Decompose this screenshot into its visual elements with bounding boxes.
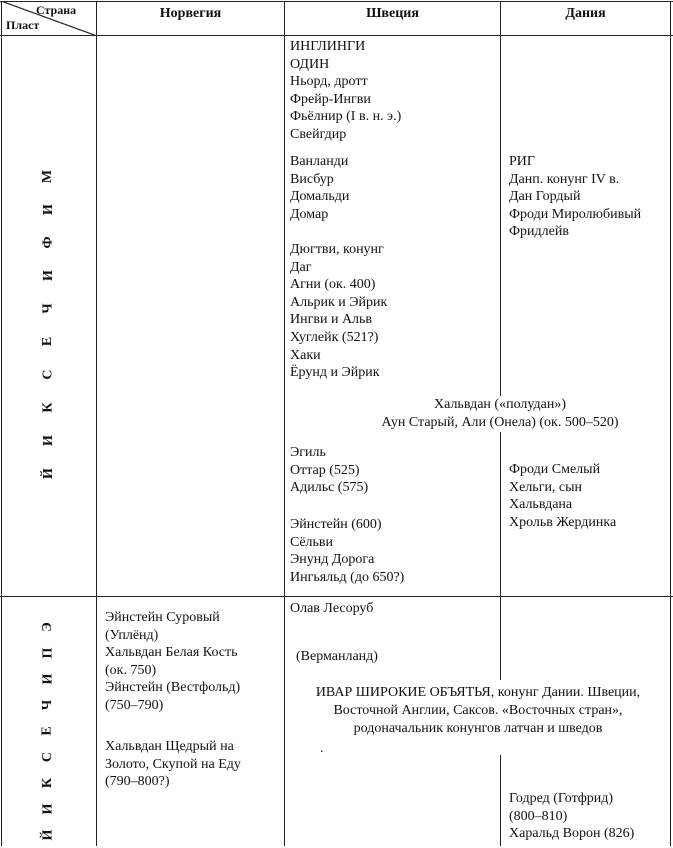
header-sweden: Швеция (366, 6, 419, 21)
mythic-sweden-group4 (290, 444, 368, 497)
layer-letter: Ф (40, 236, 56, 249)
name-line: Фридлейв (509, 224, 569, 240)
mythic-sweden-group3 (290, 241, 387, 382)
layer-letter: П (39, 647, 55, 659)
name-line: (ок. 750) (105, 662, 157, 678)
layer-letter: Э (40, 622, 55, 632)
table-right-border (670, 1, 671, 846)
epic-ivar-dot: . (320, 741, 324, 756)
epic-ivar-line2: Восточной Англии, Саксов. «Восточных стран», (333, 703, 623, 718)
name-line: (750–790) (105, 697, 164, 713)
header-bottom-border (0, 35, 673, 36)
name-line: Фрейр-Ингви (290, 91, 371, 107)
name-line: Энунд Дорога (290, 552, 375, 568)
col-divider-3d (500, 755, 501, 846)
name-line: Домальди (290, 189, 350, 205)
name-line: Эйнстейн Суровый (105, 610, 220, 625)
layer-letter: И (39, 673, 55, 685)
layer-letter: И (40, 270, 56, 281)
layer-letter: Е (40, 336, 56, 347)
col-divider-3c (500, 597, 501, 680)
name-line: Эйнстейн (Вестфольд) (105, 680, 241, 696)
name-line: Фьёлнир (I в. н. э.) (290, 109, 402, 125)
layer-letter: С (40, 369, 56, 380)
mythic-denmark-group2 (509, 461, 616, 531)
name-line: Свейгдир (290, 126, 347, 142)
name-line: Домар (290, 206, 329, 222)
epic-ivar-line1: ИВАР ШИРОКИЕ ОБЪЯТЬЯ, конунг Дании. Швеции, (315, 685, 641, 700)
name-line: Ньорд, дротт (290, 74, 368, 90)
name-line: Агни (ок. 400) (290, 277, 376, 293)
layer-letter: И (40, 435, 56, 446)
name-line: Дан Гордый (509, 189, 581, 205)
name-line: Эгиль (290, 445, 326, 460)
epic-sweden-vermland: (Верманланд) (296, 649, 378, 664)
layer-letter: Ч (40, 699, 55, 711)
col-divider-3b (500, 432, 501, 596)
name-line: Хаки (290, 347, 321, 363)
layer-letter: Й (39, 829, 55, 841)
mythic-shared-line1: Хальвдан («полудан») (434, 397, 566, 412)
corner-layer-label: Пласт (6, 18, 40, 32)
mythic-sweden-group5 (290, 516, 404, 586)
name-line: Висбур (290, 171, 334, 187)
table-top-border (0, 1, 673, 2)
name-line: ОДИН (290, 56, 330, 72)
name-line: Даг (290, 259, 312, 275)
name-line: (790–800?) (105, 774, 170, 790)
name-line: Альрик и Эйрик (290, 294, 388, 310)
mythic-sweden-group1 (290, 38, 401, 144)
name-line: Хуглейк (521?) (290, 329, 379, 345)
mythic-sweden-group2 (290, 153, 349, 223)
col-divider-1 (96, 1, 97, 846)
name-line: Ёрунд и Эйрик (290, 365, 380, 381)
name-line: ИНГЛИНГИ (290, 39, 366, 54)
layer-letter: И (39, 803, 55, 815)
name-line: Годред (Готфрид) (509, 791, 614, 806)
name-line: Фроди Смелый (509, 462, 601, 477)
layer-letter: Ч (40, 303, 56, 314)
mythic-denmark-group1 (509, 153, 641, 241)
name-line: Эйнстейн (600) (290, 517, 382, 532)
name-line: Фроди Миролюбивый (509, 206, 642, 222)
name-line: Сёльви (290, 534, 334, 550)
col-divider-2 (284, 1, 285, 846)
header-denmark: Дания (565, 6, 606, 21)
name-line: Оттар (525) (290, 462, 360, 478)
mythic-shared-line2: Аун Старый, Али (Онела) (ок. 500–520) (381, 415, 619, 430)
layer-letter: И (40, 204, 56, 215)
layer-letter: С (40, 751, 55, 763)
name-line: Данп. конунг IV в. (509, 171, 620, 187)
name-line: Адильс (575) (290, 480, 369, 496)
layer-label-epic (0, 614, 96, 848)
name-line: Дюгтви, конунг (290, 242, 384, 257)
epic-denmark-group (509, 790, 634, 843)
layer-letter: К (40, 402, 56, 413)
name-line: Хрольв Жердинка (509, 514, 617, 530)
name-line: Золото, Скупой на Еду (105, 756, 241, 772)
name-line: (800–810) (509, 808, 568, 824)
name-line: Харальд Ворон (826) (509, 826, 635, 842)
name-line: Хальвдана (509, 497, 573, 513)
corner-country-label: Страна (36, 3, 77, 17)
col-divider-3 (500, 1, 501, 396)
epic-sweden-olav: Олав Лесоруб (290, 601, 374, 616)
epic-norway-group2 (105, 738, 241, 791)
layer-letter: М (40, 169, 56, 184)
layer-letter: К (40, 777, 55, 789)
layer-letter: Й (40, 468, 56, 479)
epic-ivar-line3: родоначальник конунгов латчан и шведов (353, 721, 603, 736)
epic-norway-group1 (105, 609, 240, 715)
layer-divider (0, 596, 673, 597)
header-norway: Норвегия (159, 6, 222, 21)
name-line: Хельги, сын (509, 479, 583, 495)
name-line: Хальвдан Щедрый на (105, 739, 234, 754)
name-line: Ингьяльд (до 650?) (290, 569, 405, 585)
name-line: Хальвдан Белая Кость (105, 645, 238, 661)
name-line: РИГ (509, 154, 535, 169)
name-line: Ингви и Альв (290, 312, 373, 328)
name-line: (Уплёнд) (105, 627, 159, 643)
name-line: Ванланди (290, 154, 349, 169)
layer-letter: Е (40, 726, 55, 736)
layer-label-mythic (0, 160, 96, 490)
